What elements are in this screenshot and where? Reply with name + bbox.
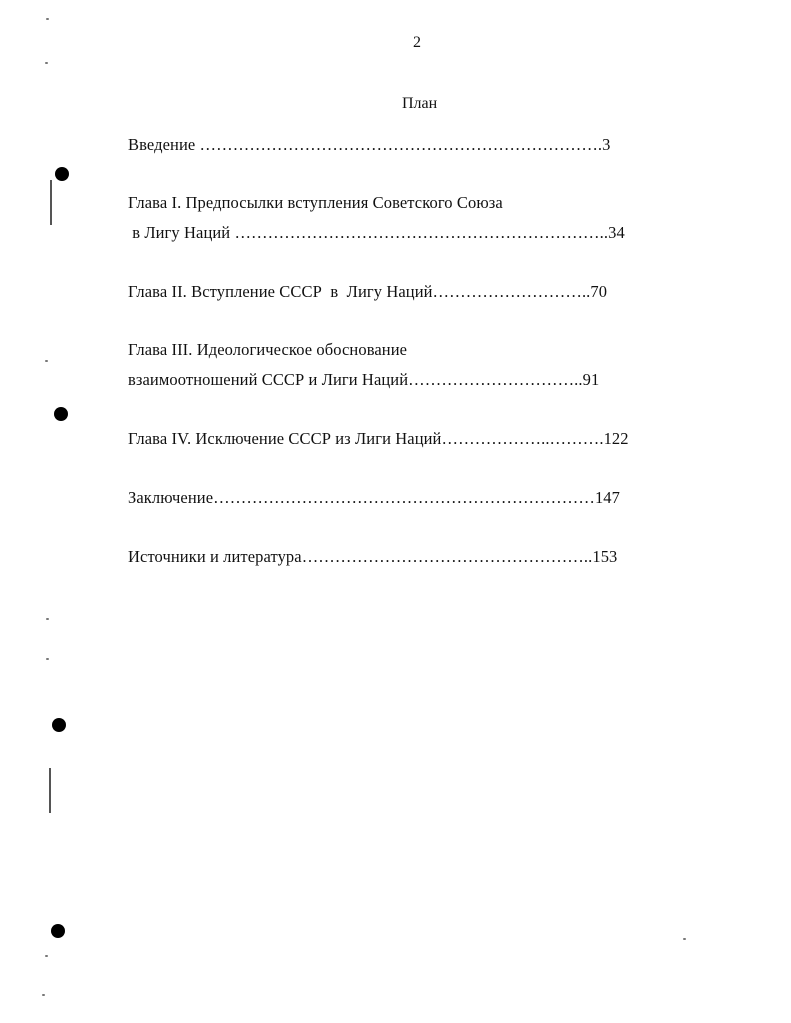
toc-entry-conclusion: Заключение……………………………………………………………147 (128, 488, 620, 507)
scan-speck (42, 994, 45, 996)
toc-entry-chapter-2: Глава II. Вступление СССР в Лигу Наций………………………..70 (128, 282, 608, 301)
scan-speck (46, 18, 49, 20)
toc-entry-sources: Источники и литература……………………………………………..153 (128, 547, 618, 566)
binder-hole-4 (51, 924, 65, 938)
scan-speck (45, 62, 48, 64)
page-number: 2 (413, 34, 421, 51)
scan-speck (683, 938, 686, 940)
toc-entry-chapter-3-line-1: Глава III. Идеологическое обоснование (128, 340, 408, 359)
toc-entry-chapter-4: Глава IV. Исключение СССР из Лиги Наций………………..……….122 (128, 429, 629, 448)
scan-speck (45, 955, 48, 957)
scan-mark (50, 180, 52, 225)
page-title: План (402, 95, 438, 112)
toc-entry-chapter-1-line-2: в Лигу Наций …………………………………………………………..34 (128, 223, 625, 242)
binder-hole-3 (52, 718, 66, 732)
scan-speck (46, 618, 49, 620)
scan-speck (45, 360, 48, 362)
toc-entry-chapter-3-line-2: взаимоотношений СССР и Лиги Наций…………………………..91 (128, 370, 600, 389)
toc-entry-chapter-1-line-1: Глава I. Предпосылки вступления Советского Союза (128, 193, 503, 212)
binder-hole-2 (54, 407, 68, 421)
binder-hole-1 (55, 167, 69, 181)
scan-speck (46, 658, 49, 660)
toc-entry-introduction: Введение ……………………………………………………………….3 (128, 135, 611, 154)
scan-mark (49, 768, 51, 813)
